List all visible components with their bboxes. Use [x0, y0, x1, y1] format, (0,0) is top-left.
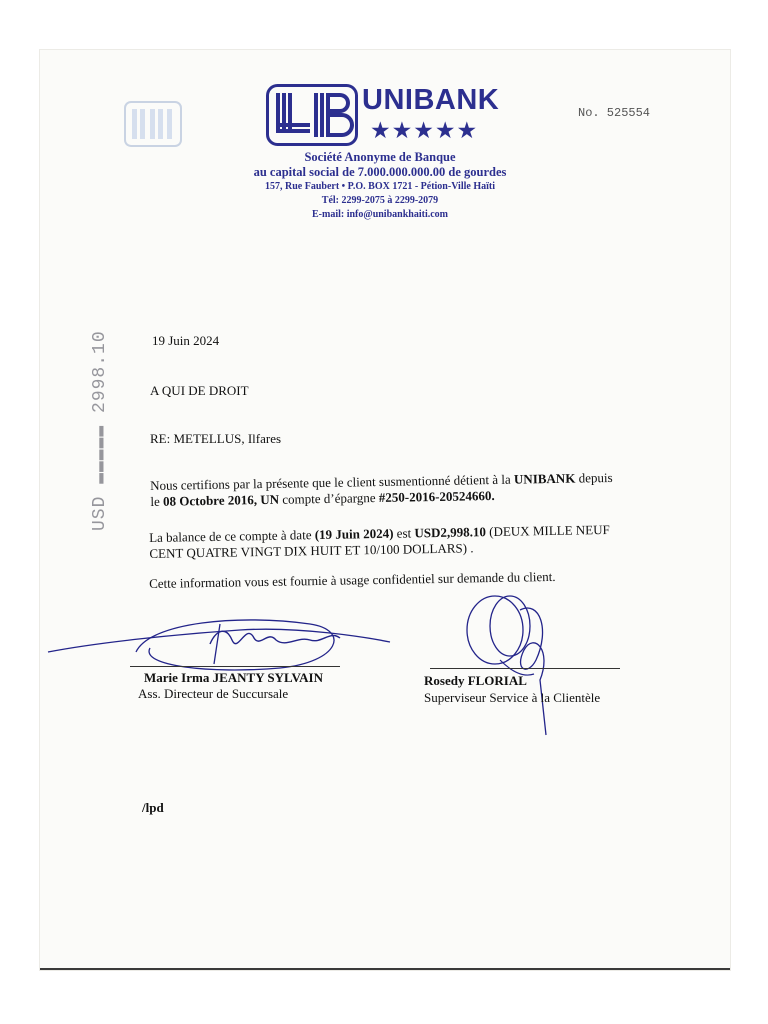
p1-text-d: le	[150, 493, 164, 509]
header-company-type: Société Anonyme de Banque	[304, 150, 456, 164]
p2-text-a: La balance de ce compte à date	[149, 527, 315, 545]
p1-text-c: depuis	[575, 469, 613, 486]
document-serial-number: No. 525554	[578, 106, 651, 120]
paragraph-confidential: Cette information vous est fournie à usage confidentiel sur demande du client.	[149, 568, 556, 591]
bank-name: UNIBANK	[362, 84, 500, 116]
rating-stars: ★★★★★	[370, 118, 479, 143]
p2-text-c: est	[393, 525, 415, 541]
amount-stamp	[86, 286, 112, 536]
header-phone: Tél: 2299-2075 à 2299-2079	[321, 195, 439, 206]
letter-salutation: A QUI DE DROIT	[150, 383, 249, 398]
embossed-logo-icon	[124, 101, 182, 147]
header-email: E-mail: info@unibankhaiti.com	[312, 209, 448, 220]
p2-balance-amount: USD2,998.10	[414, 524, 487, 541]
p2-text-e: (DEUX MILLE NEUF	[485, 521, 610, 540]
signatory-right-name: Rosedy FLORIAL	[424, 673, 527, 688]
amount-stamp-text: USD ▬▬▬▬▬ 2998.10	[90, 330, 110, 531]
signatory-left-title: Ass. Directeur de Succursale	[138, 686, 289, 701]
unibank-logo-icon	[266, 84, 358, 146]
bank-header-info	[230, 150, 530, 222]
signature-line-right	[430, 668, 620, 669]
p1-account-number: #250-2016-20524660.	[378, 487, 495, 506]
letter-date: 19 Juin 2024	[152, 333, 220, 348]
sheet-bottom-edge	[40, 968, 730, 970]
letter-reference: RE: METELLUS, Ilfares	[150, 431, 282, 446]
p1-bank: UNIBANK	[513, 470, 576, 487]
header-address: 157, Rue Faubert • P.O. BOX 1721 - Pétion-Ville Haïti	[265, 181, 495, 192]
p1-text-a: Nous certifions par la présente que le client susmentionné détient à la	[150, 471, 515, 493]
p2-balance-date: (19 Juin 2024)	[314, 525, 394, 543]
signature-line-left	[130, 666, 340, 667]
header-capital: au capital social de 7.000.000.000.00 de gourdes	[253, 165, 507, 179]
p1-text-f: compte d’épargne	[278, 490, 379, 507]
signatory-right-title: Superviseur Service à la Clientèle	[424, 690, 601, 705]
p2-amount-words: CENT QUATRE VINGT DIX HUIT ET 10/100 DOLLARS) .	[149, 540, 474, 561]
signature-right-icon	[450, 590, 570, 740]
signatory-left-name: Marie Irma JEANTY SYLVAIN	[144, 670, 323, 685]
p1-open-date: 08 Octobre 2016, UN	[162, 491, 280, 509]
typist-initials: /lpd	[142, 800, 164, 815]
